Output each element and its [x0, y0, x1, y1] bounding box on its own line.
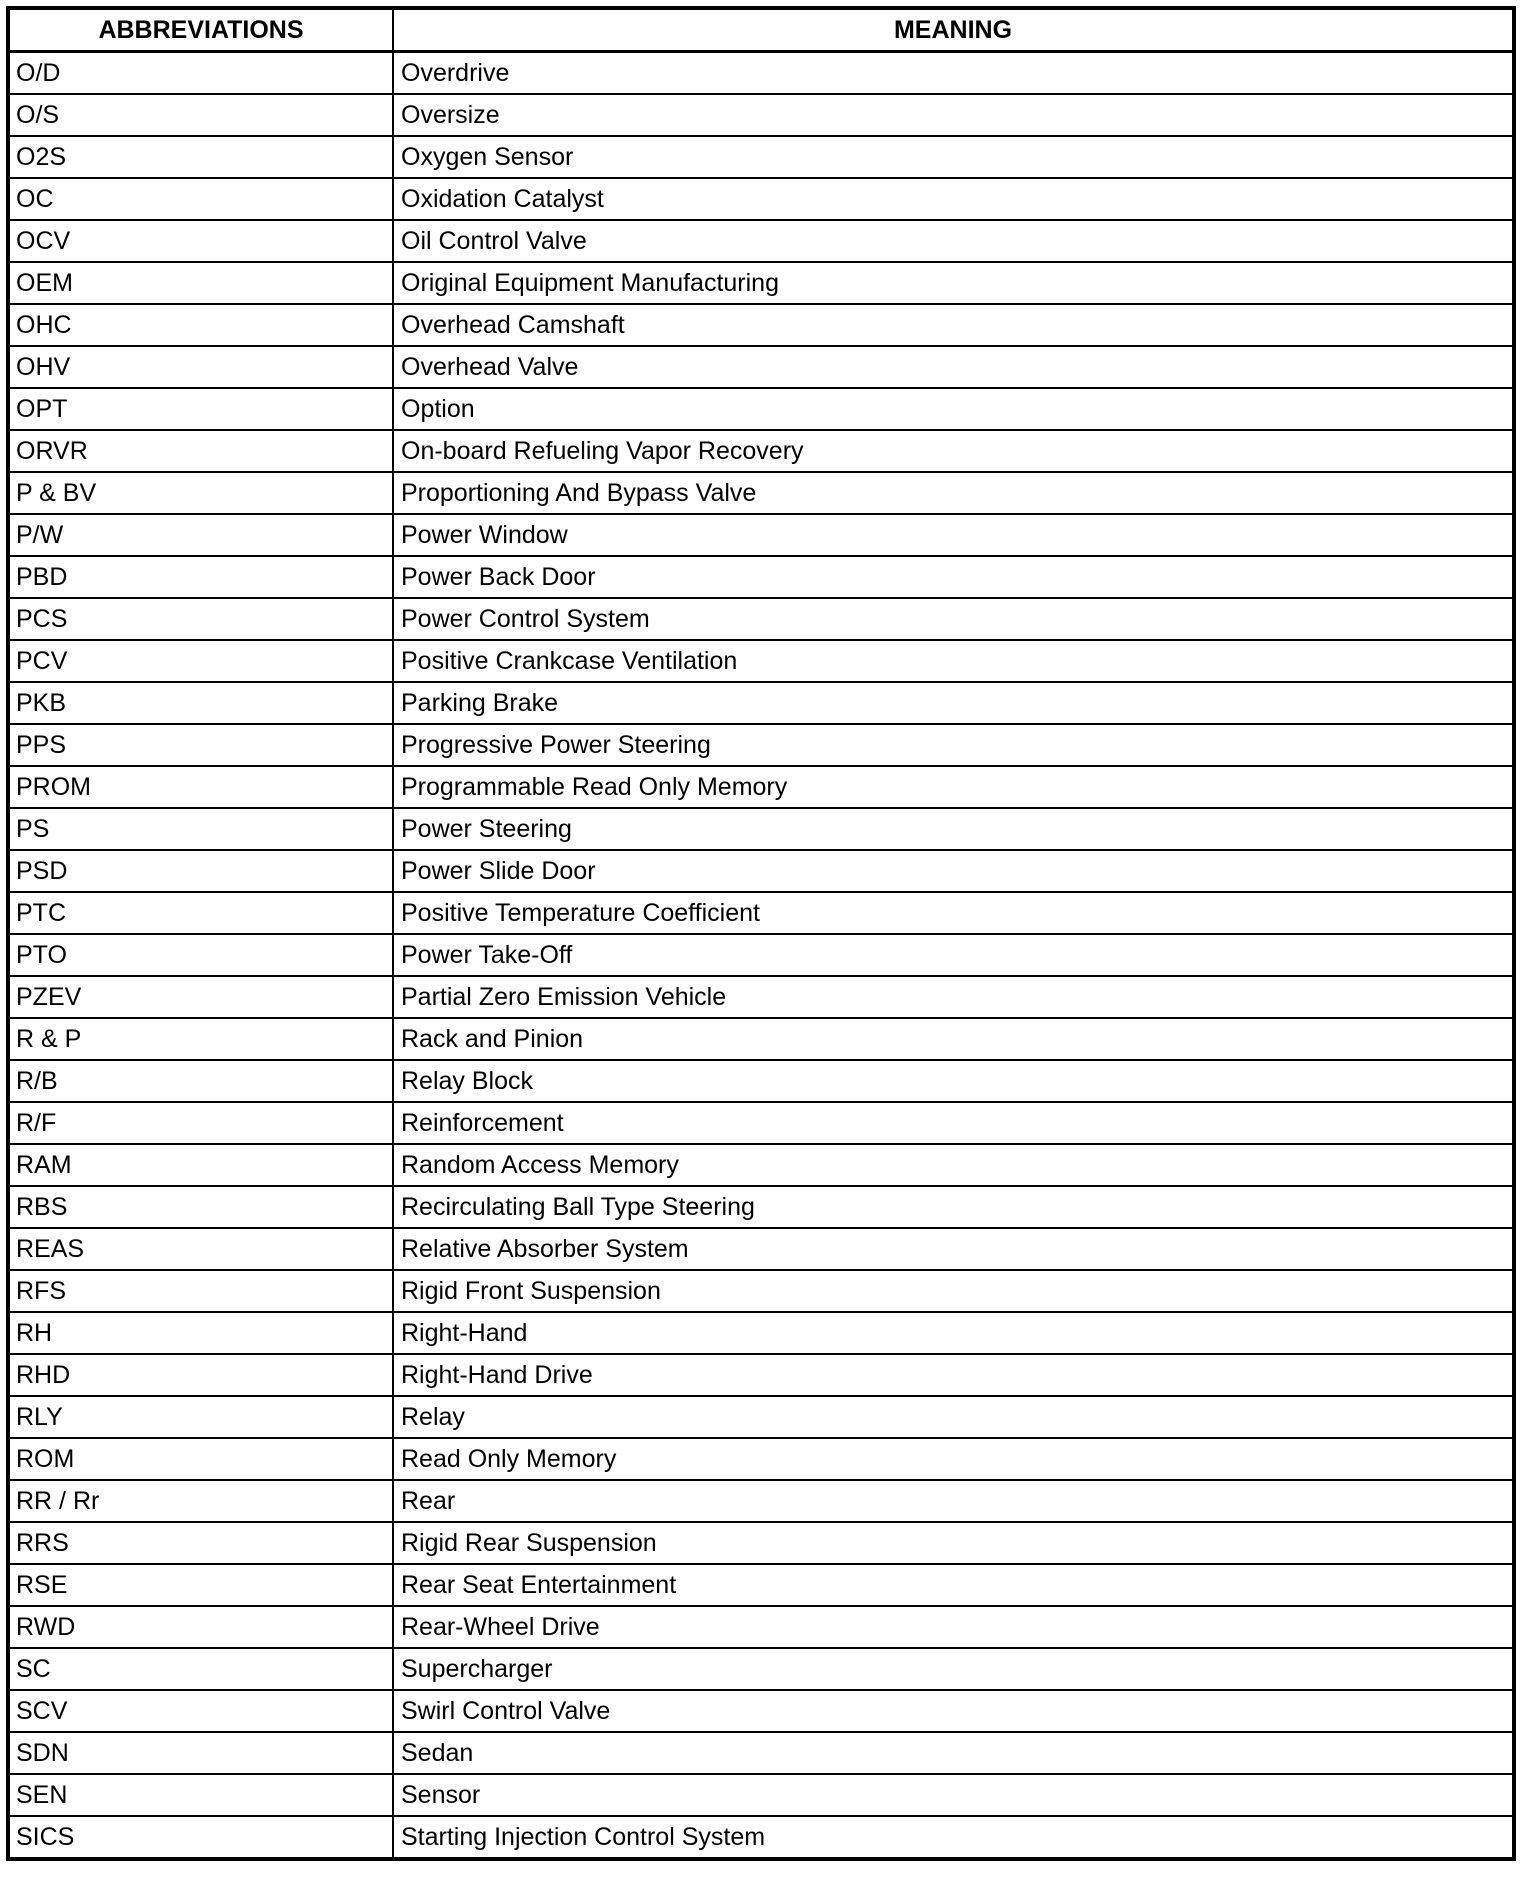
table-row	[8, 976, 1514, 1018]
table-row	[8, 304, 1514, 346]
meaning-cell: Power Window	[393, 514, 1514, 556]
abbreviation-cell: RHD	[8, 1354, 393, 1396]
meaning-cell: Sedan	[393, 1732, 1514, 1774]
abbreviation-cell: SC	[8, 1648, 393, 1690]
header-abbreviations: ABBREVIATIONS	[8, 8, 393, 52]
meaning-cell: Supercharger	[393, 1648, 1514, 1690]
abbreviation-cell: PROM	[8, 766, 393, 808]
abbreviation-cell: O/S	[8, 94, 393, 136]
meaning-cell: Proportioning And Bypass Valve	[393, 472, 1514, 514]
table-row	[8, 430, 1514, 472]
table-row	[8, 1312, 1514, 1354]
abbreviation-cell: PTO	[8, 934, 393, 976]
abbreviation-cell: RRS	[8, 1522, 393, 1564]
meaning-cell: Oxidation Catalyst	[393, 178, 1514, 220]
header-row	[8, 8, 1514, 52]
meaning-cell: Oil Control Valve	[393, 220, 1514, 262]
meaning-cell: Rigid Rear Suspension	[393, 1522, 1514, 1564]
abbreviation-cell: RSE	[8, 1564, 393, 1606]
abbreviation-cell: P/W	[8, 514, 393, 556]
table-row	[8, 1018, 1514, 1060]
table-row	[8, 1186, 1514, 1228]
meaning-cell: Oversize	[393, 94, 1514, 136]
table-row	[8, 1438, 1514, 1480]
abbreviations-table	[6, 6, 1516, 1861]
table-row	[8, 598, 1514, 640]
abbreviation-cell: PSD	[8, 850, 393, 892]
meaning-cell: Reinforcement	[393, 1102, 1514, 1144]
table-row	[8, 514, 1514, 556]
abbreviation-cell: ROM	[8, 1438, 393, 1480]
meaning-cell: Swirl Control Valve	[393, 1690, 1514, 1732]
meaning-cell: Power Take-Off	[393, 934, 1514, 976]
meaning-cell: Overhead Valve	[393, 346, 1514, 388]
table-row	[8, 220, 1514, 262]
meaning-cell: Oxygen Sensor	[393, 136, 1514, 178]
meaning-cell: Rear	[393, 1480, 1514, 1522]
abbreviation-cell: SEN	[8, 1774, 393, 1816]
table-row	[8, 1060, 1514, 1102]
table-row	[8, 766, 1514, 808]
table-row	[8, 1396, 1514, 1438]
table-row	[8, 1270, 1514, 1312]
abbreviation-cell: PPS	[8, 724, 393, 766]
meaning-cell: Rigid Front Suspension	[393, 1270, 1514, 1312]
abbreviation-cell: RAM	[8, 1144, 393, 1186]
meaning-cell: Power Steering	[393, 808, 1514, 850]
abbreviation-cell: PKB	[8, 682, 393, 724]
meaning-cell: Parking Brake	[393, 682, 1514, 724]
table-body	[8, 52, 1514, 1860]
table-row	[8, 1102, 1514, 1144]
table-row	[8, 1522, 1514, 1564]
abbreviation-cell: OEM	[8, 262, 393, 304]
abbreviation-cell: OC	[8, 178, 393, 220]
abbreviation-cell: ORVR	[8, 430, 393, 472]
abbreviation-cell: P & BV	[8, 472, 393, 514]
table-row	[8, 1774, 1514, 1816]
meaning-cell: Power Slide Door	[393, 850, 1514, 892]
abbreviation-cell: SCV	[8, 1690, 393, 1732]
table-row	[8, 892, 1514, 934]
table-row	[8, 388, 1514, 430]
meaning-cell: On-board Refueling Vapor Recovery	[393, 430, 1514, 472]
table-row	[8, 808, 1514, 850]
meaning-cell: Option	[393, 388, 1514, 430]
meaning-cell: Rack and Pinion	[393, 1018, 1514, 1060]
table-row	[8, 1606, 1514, 1648]
table-row	[8, 1228, 1514, 1270]
meaning-cell: Sensor	[393, 1774, 1514, 1816]
meaning-cell: Partial Zero Emission Vehicle	[393, 976, 1514, 1018]
table-row	[8, 1354, 1514, 1396]
abbreviation-cell: PBD	[8, 556, 393, 598]
table-row	[8, 1564, 1514, 1606]
meaning-cell: Programmable Read Only Memory	[393, 766, 1514, 808]
abbreviation-cell: RLY	[8, 1396, 393, 1438]
meaning-cell: Right-Hand	[393, 1312, 1514, 1354]
abbreviation-cell: O2S	[8, 136, 393, 178]
meaning-cell: Overhead Camshaft	[393, 304, 1514, 346]
abbreviation-cell: RBS	[8, 1186, 393, 1228]
abbreviation-cell: OHC	[8, 304, 393, 346]
table-row	[8, 640, 1514, 682]
abbreviation-cell: RFS	[8, 1270, 393, 1312]
table-header	[8, 8, 1514, 52]
table-row	[8, 52, 1514, 95]
header-meaning: MEANING	[393, 8, 1514, 52]
abbreviation-cell: PS	[8, 808, 393, 850]
abbreviation-cell: OPT	[8, 388, 393, 430]
meaning-cell: Recirculating Ball Type Steering	[393, 1186, 1514, 1228]
table-row	[8, 346, 1514, 388]
abbreviation-cell: SICS	[8, 1816, 393, 1859]
meaning-cell: Progressive Power Steering	[393, 724, 1514, 766]
meaning-cell: Original Equipment Manufacturing	[393, 262, 1514, 304]
abbreviation-cell: R/B	[8, 1060, 393, 1102]
abbreviation-cell: PTC	[8, 892, 393, 934]
table-row	[8, 1480, 1514, 1522]
meaning-cell: Random Access Memory	[393, 1144, 1514, 1186]
table-row	[8, 262, 1514, 304]
meaning-cell: Relay Block	[393, 1060, 1514, 1102]
table-row	[8, 1144, 1514, 1186]
abbreviation-cell: R/F	[8, 1102, 393, 1144]
abbreviation-cell: R & P	[8, 1018, 393, 1060]
meaning-cell: Relay	[393, 1396, 1514, 1438]
table-row	[8, 556, 1514, 598]
meaning-cell: Rear-Wheel Drive	[393, 1606, 1514, 1648]
abbreviation-cell: RWD	[8, 1606, 393, 1648]
meaning-cell: Power Back Door	[393, 556, 1514, 598]
abbreviation-cell: PCS	[8, 598, 393, 640]
table-row	[8, 1816, 1514, 1859]
table-row	[8, 136, 1514, 178]
meaning-cell: Relative Absorber System	[393, 1228, 1514, 1270]
abbreviation-cell: OCV	[8, 220, 393, 262]
meaning-cell: Right-Hand Drive	[393, 1354, 1514, 1396]
abbreviation-cell: RR / Rr	[8, 1480, 393, 1522]
meaning-cell: Positive Crankcase Ventilation	[393, 640, 1514, 682]
meaning-cell: Rear Seat Entertainment	[393, 1564, 1514, 1606]
meaning-cell: Overdrive	[393, 52, 1514, 95]
table-row	[8, 850, 1514, 892]
meaning-cell: Power Control System	[393, 598, 1514, 640]
table-row	[8, 1732, 1514, 1774]
abbreviation-cell: RH	[8, 1312, 393, 1354]
table-row	[8, 94, 1514, 136]
abbreviation-cell: O/D	[8, 52, 393, 95]
table-row	[8, 1648, 1514, 1690]
abbreviation-cell: SDN	[8, 1732, 393, 1774]
meaning-cell: Positive Temperature Coefficient	[393, 892, 1514, 934]
meaning-cell: Starting Injection Control System	[393, 1816, 1514, 1859]
table-row	[8, 934, 1514, 976]
meaning-cell: Read Only Memory	[393, 1438, 1514, 1480]
abbreviation-cell: REAS	[8, 1228, 393, 1270]
abbreviation-cell: PCV	[8, 640, 393, 682]
table-row	[8, 178, 1514, 220]
table-row	[8, 724, 1514, 766]
table-row	[8, 682, 1514, 724]
table-row	[8, 1690, 1514, 1732]
abbreviation-cell: PZEV	[8, 976, 393, 1018]
abbreviation-cell: OHV	[8, 346, 393, 388]
table-row	[8, 472, 1514, 514]
